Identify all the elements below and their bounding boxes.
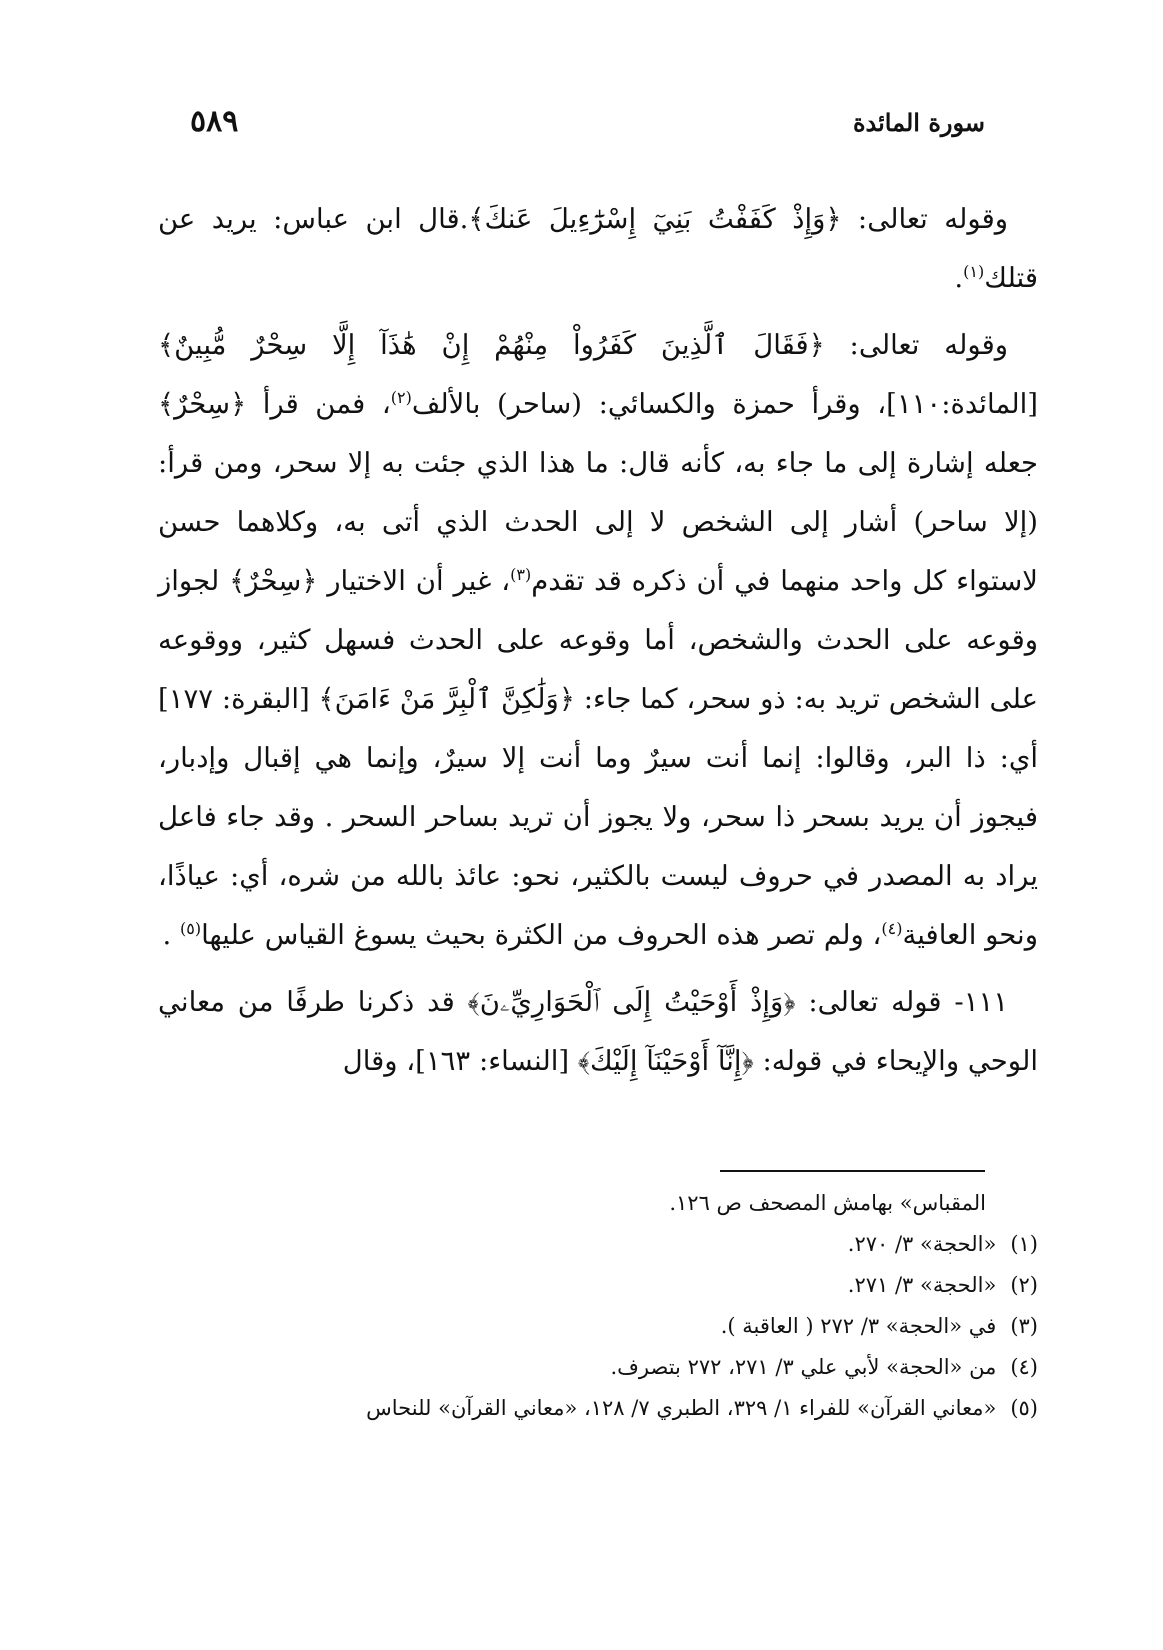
footnote-ref: (١) (963, 261, 985, 281)
footnote-text: المقباس» بهامش المصحف ص ١٢٦. (669, 1191, 986, 1215)
footnote (158, 1265, 1038, 1306)
footnote-text: «معاني القرآن» للفراء ١/ ٣٢٩، الطبري ٧/ ١٢٨، «معاني القرآن» للنحاس (366, 1396, 997, 1420)
footnote (158, 1347, 1038, 1388)
paragraph-text: ١١١- قوله تعالى: ﴿وَإِذْ أَوْحَيْتُ إِلَى ٱلْحَوَارِيِّۦنَ﴾ قد ذكرنا طرفًا من معاني الوحي والإيحاء في قوله: ﴿إِنَّآ أَوْحَيْنَآ إِلَيْكَ﴾ [النساء: ١٦٣]، وقال (158, 986, 1038, 1077)
footnote-text: «الحجة» ٣/ ٢٧٠. (847, 1232, 997, 1256)
footnote-divider (720, 1170, 985, 1172)
footnote-ref: (٤) (881, 918, 903, 938)
paragraph-text: وقوله تعالى: ﴿فَقَالَ ٱلَّذِينَ كَفَرُواْ مِنْهُمْ إِنْ هَٰذَآ إِلَّا سِحْرٌ مُّبِينٌ﴾ [المائدة:١١٠]، وقرأ حمزة والكسائي: (ساحر) بالألف (158, 329, 1038, 420)
footnote-text: «الحجة» ٣/ ٢٧١. (847, 1273, 997, 1297)
paragraph (158, 316, 1038, 965)
footnote (158, 1306, 1038, 1347)
footnote-number: (٣) (1010, 1314, 1038, 1338)
footnote-number: (١) (1010, 1232, 1038, 1256)
footnote (158, 1224, 1038, 1265)
page-number: ٥٨٩ (190, 104, 239, 139)
paragraph-text: ، فمن قرأ ﴿سِحْرٌ﴾ جعله إشارة إلى ما جاء به، كأنه قال: ما هذا الذي جئت به إلا سحر، ومن قرأ: (إلا ساحر) أشار إلى الشخص لا إلى الحدث الذي أتى به، وكلاهما حسن لاستواء كل واحد منهما في أن ذكره قد تقدم (158, 388, 1038, 597)
paragraph-text: . (162, 919, 180, 951)
footnote-continuation (158, 1183, 1038, 1224)
running-head (170, 104, 985, 148)
footnote-number: (٢) (1010, 1273, 1038, 1297)
paragraph-text: ، غير أن الاختيار ﴿سِحْرٌ﴾ لجواز وقوعه على الحدث والشخص، أما وقوعه على الحدث فسهل كثير، ووقوعه على الشخص تريد به: ذو سحر، كما جاء: ﴿وَلَٰكِنَّ ٱلْبِرَّ مَنْ ءَامَنَ﴾ [البقرة: ١٧٧] أي: ذا البر، وقالوا: إنما أنت سيرٌ وما أنت إلا سيرٌ، وإنما هي إقبال وإدبار، فيجوز أن يريد بسحر ذا سحر، ولا يجوز أن تريد بساحر السحر . وقد جاء فاعل يراد به المصدر في حروف ليست بالكثير، نحو: عائذ بالله من شره، أي: عياذًا، ونحو العافية (158, 565, 1038, 951)
footnote (158, 1388, 1038, 1429)
footnote-ref: (٢) (390, 387, 412, 407)
footnote-number: (٤) (1010, 1355, 1038, 1379)
main-text (158, 190, 1038, 1099)
paragraph-text: ، ولم تصر هذه الحروف من الكثرة بحيث يسوغ القياس عليها (201, 919, 882, 951)
paragraph-text: وقوله تعالى: ﴿وَإِذْ كَفَفْتُ بَنِيٓ إِسْرَٰٓءِيلَ عَنكَ﴾.قال ابن عباس: يريد عن قتلك (158, 203, 1038, 294)
footnote-ref: (٣) (510, 564, 532, 584)
footnote-ref: (٥) (180, 918, 202, 938)
footnote-text: من «الحجة» لأبي علي ٣/ ٢٧١، ٢٧٢ بتصرف. (610, 1355, 997, 1379)
paragraph (158, 973, 1038, 1091)
footnote-text: في «الحجة» ٣/ ٢٧٢ ( العاقبة ). (720, 1314, 997, 1338)
footnote-number: (٥) (1010, 1396, 1038, 1420)
footnotes (158, 1183, 1038, 1429)
paragraph-text: . (954, 262, 964, 294)
paragraph (158, 190, 1038, 308)
surah-title: سورة المائدة (852, 108, 985, 137)
